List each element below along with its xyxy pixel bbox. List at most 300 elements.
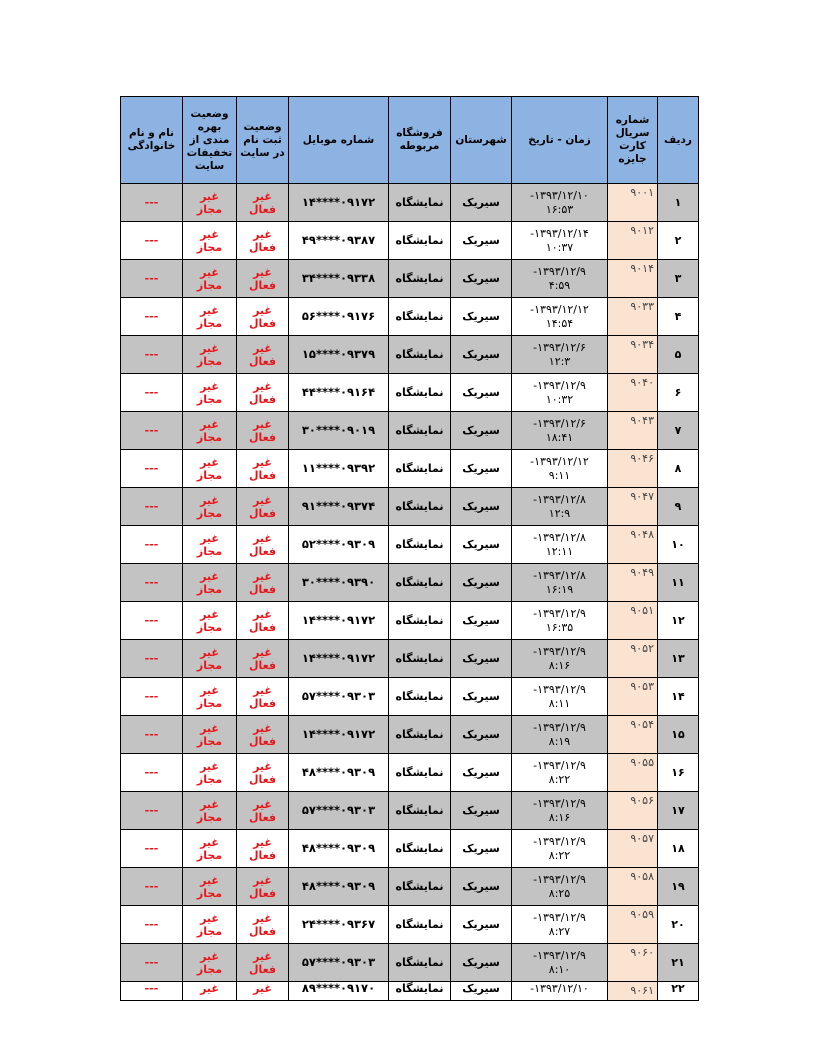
cell-city-text: سیریک (462, 804, 500, 817)
cell-name (121, 526, 183, 564)
cell-city (451, 830, 512, 868)
cell-city-text: سیریک (462, 918, 500, 931)
cell-store (389, 754, 451, 792)
cell-datetime-text: ۱۳۹۳/۱۲/۸- (533, 530, 586, 544)
cell-registration-status-text: فعال (248, 620, 277, 634)
cell-datetime-text: ۸:۲۲ (548, 772, 571, 786)
cell-registration-status-text: فعال (248, 544, 277, 558)
cell-datetime-text: ۱۶:۱۹ (545, 582, 574, 596)
cell-datetime (512, 526, 608, 564)
cell-mobile (289, 944, 389, 982)
cell-datetime (512, 298, 608, 336)
cell-datetime-text: ۱۳۹۳/۱۲/۱۲- (530, 454, 589, 468)
cell-name-text: --- (144, 880, 159, 893)
cell-name-text: --- (144, 234, 159, 247)
cell-datetime-text: ۱۳۹۳/۱۲/۹- (533, 720, 586, 734)
cell-registration-status-text: غیر (253, 189, 272, 203)
cell-benefit-status-text: غیر (200, 607, 219, 621)
cell-datetime (512, 906, 608, 944)
cell-mobile-text: ۰۹۳۰۳****۵۷ (301, 689, 376, 703)
cell-city (451, 184, 512, 222)
cell-serial (608, 184, 658, 222)
table-row (121, 526, 699, 564)
cell-radif-text: ۱۹ (671, 880, 685, 893)
cell-benefit-status (183, 830, 237, 868)
cell-serial-text: ۹۰۶۱ (630, 984, 654, 997)
cell-registration-status (237, 450, 289, 488)
cell-city (451, 260, 512, 298)
cell-benefit-status (183, 260, 237, 298)
cell-registration-status-text: غیر (253, 569, 272, 583)
cell-store-text: نمایشگاه (395, 272, 444, 285)
cell-benefit-status-text: غیر (200, 227, 219, 241)
cell-name-text: --- (144, 652, 159, 665)
cell-city-text: سیریک (462, 690, 500, 703)
cell-city (451, 716, 512, 754)
cell-benefit-status-text: غیر (200, 265, 219, 279)
cell-store (389, 868, 451, 906)
cell-serial (608, 260, 658, 298)
cell-name (121, 564, 183, 602)
cell-benefit-status-text: مجاز (196, 734, 223, 748)
cell-mobile-text: ۰۹۱۷۰****۸۹ (301, 981, 376, 995)
cell-registration-status (237, 792, 289, 830)
cell-store (389, 792, 451, 830)
cell-serial (608, 678, 658, 716)
cell-serial (608, 374, 658, 412)
cell-benefit-status (183, 374, 237, 412)
cell-benefit-status (183, 906, 237, 944)
cell-benefit-status-text: مجاز (196, 430, 223, 444)
cell-store (389, 640, 451, 678)
cell-benefit-status (183, 982, 237, 1001)
cell-registration-status (237, 754, 289, 792)
cell-name (121, 678, 183, 716)
cell-registration-status (237, 868, 289, 906)
cell-mobile (289, 374, 389, 412)
cell-registration-status-text: غیر (253, 721, 272, 735)
cell-radif (658, 602, 699, 640)
cell-datetime-text: ۱۳۹۳/۱۲/۹- (533, 872, 586, 886)
table-row (121, 450, 699, 488)
cell-benefit-status-text: غیر (200, 531, 219, 545)
cell-mobile (289, 260, 389, 298)
cell-name (121, 488, 183, 526)
cell-registration-status-text: غیر (253, 982, 272, 995)
cell-city-text: سیریک (462, 538, 500, 551)
cell-registration-status (237, 564, 289, 602)
cell-benefit-status (183, 754, 237, 792)
cell-benefit-status-text: غیر (200, 683, 219, 697)
cell-city-text: سیریک (462, 234, 500, 247)
table-header-row (121, 97, 699, 184)
cell-benefit-status-text: غیر (200, 379, 219, 393)
cell-store (389, 184, 451, 222)
cell-mobile (289, 488, 389, 526)
cell-registration-status (237, 602, 289, 640)
cell-radif-text: ۱۱ (671, 576, 685, 589)
cell-mobile-text: ۰۹۳۹۰****۳۰ (301, 575, 376, 589)
cell-name (121, 602, 183, 640)
cell-radif-text: ۲ (674, 234, 682, 247)
cell-city-text: سیریک (462, 500, 500, 513)
cell-benefit-status-text: غیر (200, 911, 219, 925)
cell-benefit-status-text: مجاز (196, 506, 223, 520)
cell-store-text: نمایشگاه (395, 576, 444, 589)
cell-serial (608, 830, 658, 868)
cell-datetime-text: ۴:۵۹ (548, 278, 571, 292)
cell-datetime-text: ۱۶:۳۵ (545, 620, 574, 634)
cell-datetime (512, 564, 608, 602)
cell-mobile-text: ۰۹۳۳۸****۳۴ (301, 271, 376, 285)
cell-serial (608, 944, 658, 982)
cell-store (389, 602, 451, 640)
cell-serial-text: ۹۰۳۴ (630, 338, 654, 351)
cell-city-text: سیریک (462, 614, 500, 627)
cell-serial-text: ۹۰۶۰ (630, 946, 654, 959)
cell-datetime-text: ۱۳۹۳/۱۲/۶- (533, 340, 586, 354)
cell-serial (608, 488, 658, 526)
cell-city-text: سیریک (462, 576, 500, 589)
cell-mobile (289, 754, 389, 792)
cell-datetime (512, 944, 608, 982)
cell-radif-text: ۲۲ (671, 982, 685, 995)
header-registration-status: وضعیت ثبت نام در سایت (237, 97, 289, 184)
cell-datetime-text: ۱۴:۵۴ (545, 316, 574, 330)
cell-city-text: سیریک (462, 310, 500, 323)
table-row (121, 906, 699, 944)
cell-datetime-text: ۱۲:۱۱ (545, 544, 574, 558)
cell-benefit-status-text: غیر (200, 569, 219, 583)
header-store: فروشگاه مربوطه (389, 97, 451, 184)
cell-datetime (512, 222, 608, 260)
cell-benefit-status (183, 222, 237, 260)
cell-mobile (289, 678, 389, 716)
cell-registration-status (237, 982, 289, 1001)
cell-store-text: نمایشگاه (395, 766, 444, 779)
cell-benefit-status (183, 336, 237, 374)
cell-benefit-status (183, 792, 237, 830)
cell-benefit-status-text: غیر (200, 797, 219, 811)
cell-name (121, 944, 183, 982)
cell-radif-text: ۱۷ (671, 804, 685, 817)
cell-datetime-text: ۱۳۹۳/۱۲/۱۰- (530, 982, 589, 995)
cell-radif-text: ۱۲ (671, 614, 685, 627)
cell-registration-status-text: فعال (248, 506, 277, 520)
cell-registration-status (237, 260, 289, 298)
cell-mobile (289, 298, 389, 336)
cell-city-text: سیریک (462, 880, 500, 893)
cell-city-text: سیریک (462, 842, 500, 855)
cell-name (121, 184, 183, 222)
cell-benefit-status (183, 298, 237, 336)
cell-city-text: سیریک (462, 728, 500, 741)
cell-benefit-status (183, 944, 237, 982)
cell-datetime-text: ۱۲:۳ (548, 354, 571, 368)
cell-datetime (512, 868, 608, 906)
cell-benefit-status-text: غیر (200, 759, 219, 773)
cell-serial (608, 716, 658, 754)
cell-registration-status-text: غیر (253, 759, 272, 773)
table-row (121, 792, 699, 830)
cell-serial (608, 602, 658, 640)
cell-serial-text: ۹۰۱۲ (630, 224, 654, 237)
cell-datetime-text: ۱۳۹۳/۱۲/۹- (533, 644, 586, 658)
cell-registration-status (237, 412, 289, 450)
cell-city (451, 602, 512, 640)
cell-benefit-status-text: غیر (200, 341, 219, 355)
cell-registration-status-text: غیر (253, 303, 272, 317)
cell-benefit-status (183, 450, 237, 488)
cell-datetime (512, 374, 608, 412)
cell-store-text: نمایشگاه (395, 842, 444, 855)
cell-datetime-text: ۱۶:۵۳ (545, 202, 574, 216)
cell-benefit-status (183, 412, 237, 450)
cell-radif (658, 564, 699, 602)
cell-city-text: سیریک (462, 348, 500, 361)
cell-registration-status-text: فعال (248, 582, 277, 596)
cell-name (121, 640, 183, 678)
cell-benefit-status-text: غیر (200, 721, 219, 735)
cell-mobile (289, 412, 389, 450)
cell-datetime-text: ۱۳۹۳/۱۲/۹- (533, 796, 586, 810)
cell-name (121, 450, 183, 488)
cell-city (451, 678, 512, 716)
cell-datetime (512, 792, 608, 830)
cell-mobile (289, 792, 389, 830)
cell-name (121, 868, 183, 906)
cell-store-text: نمایشگاه (395, 462, 444, 475)
table-row (121, 374, 699, 412)
cell-serial-text: ۹۰۵۶ (630, 794, 654, 807)
cell-city-text: سیریک (462, 982, 500, 995)
cell-registration-status (237, 678, 289, 716)
cell-registration-status (237, 526, 289, 564)
cell-benefit-status (183, 602, 237, 640)
cell-store (389, 678, 451, 716)
cell-store (389, 488, 451, 526)
prize-card-table (120, 96, 699, 1001)
cell-name-text: --- (144, 538, 159, 551)
cell-radif-text: ۱۳ (671, 652, 685, 665)
cell-registration-status-text: فعال (248, 696, 277, 710)
cell-city-text: سیریک (462, 272, 500, 285)
cell-datetime-text: ۱۳۹۳/۱۲/۹- (533, 378, 586, 392)
cell-radif (658, 716, 699, 754)
cell-name (121, 754, 183, 792)
cell-name-text: --- (144, 804, 159, 817)
cell-mobile (289, 868, 389, 906)
cell-mobile-text: ۰۹۱۷۶****۵۶ (301, 309, 376, 323)
cell-name (121, 374, 183, 412)
cell-datetime-text: ۸:۱۰ (548, 962, 571, 976)
cell-registration-status-text: غیر (253, 911, 272, 925)
cell-mobile-text: ۰۹۳۹۲****۱۱ (301, 461, 376, 475)
cell-mobile-text: ۰۹۳۸۷****۴۹ (301, 233, 376, 247)
cell-serial (608, 450, 658, 488)
cell-benefit-status-text: مجاز (196, 924, 223, 938)
header-benefit-status: وضعیت بهره مندی از تخفیفات سایت (183, 97, 237, 184)
cell-serial (608, 906, 658, 944)
cell-datetime-text: ۱۳۹۳/۱۲/۹- (533, 910, 586, 924)
cell-benefit-status-text: مجاز (196, 468, 223, 482)
cell-datetime-text: ۸:۱۹ (548, 734, 571, 748)
cell-name (121, 336, 183, 374)
header-datetime: زمان - تاریخ (512, 97, 608, 184)
cell-city (451, 792, 512, 830)
cell-benefit-status-text: مجاز (196, 658, 223, 672)
cell-datetime-text: ۱۳۹۳/۱۲/۹- (533, 682, 586, 696)
cell-serial-text: ۹۰۳۳ (630, 300, 654, 313)
cell-city (451, 298, 512, 336)
cell-city (451, 336, 512, 374)
cell-mobile-text: ۰۹۳۰۳****۵۷ (301, 955, 376, 969)
cell-datetime (512, 982, 608, 1001)
cell-mobile-text: ۰۹۳۰۹****۴۸ (301, 879, 376, 893)
cell-registration-status-text: فعال (248, 430, 277, 444)
table-row (121, 640, 699, 678)
cell-benefit-status-text: غیر (200, 645, 219, 659)
cell-store (389, 830, 451, 868)
cell-name-text: --- (144, 462, 159, 475)
cell-benefit-status-text: غیر (200, 455, 219, 469)
cell-serial-text: ۹۰۵۴ (630, 718, 654, 731)
cell-city (451, 982, 512, 1001)
cell-store-text: نمایشگاه (395, 918, 444, 931)
cell-registration-status-text: فعال (248, 924, 277, 938)
cell-registration-status-text: فعال (248, 240, 277, 254)
cell-radif-text: ۱۵ (671, 728, 685, 741)
cell-mobile-text: ۰۹۰۱۹****۳۰ (301, 423, 376, 437)
cell-store (389, 716, 451, 754)
cell-datetime-text: ۸:۲۲ (548, 848, 571, 862)
cell-registration-status-text: فعال (248, 734, 277, 748)
cell-datetime (512, 184, 608, 222)
cell-name (121, 260, 183, 298)
cell-radif (658, 754, 699, 792)
cell-store-text: نمایشگاه (395, 804, 444, 817)
cell-benefit-status-text: مجاز (196, 354, 223, 368)
cell-serial (608, 412, 658, 450)
cell-registration-status-text: فعال (248, 658, 277, 672)
cell-serial-text: ۹۰۴۰ (630, 376, 654, 389)
cell-serial-text: ۹۰۴۷ (630, 490, 654, 503)
cell-mobile (289, 830, 389, 868)
cell-store (389, 298, 451, 336)
cell-datetime-text: ۱۳۹۳/۱۲/۶- (533, 416, 586, 430)
table-row (121, 564, 699, 602)
cell-radif-text: ۳ (674, 272, 682, 285)
cell-mobile (289, 906, 389, 944)
cell-benefit-status (183, 716, 237, 754)
cell-serial (608, 564, 658, 602)
table-row (121, 260, 699, 298)
cell-radif (658, 982, 699, 1001)
cell-store-text: نمایشگاه (395, 310, 444, 323)
cell-benefit-status-text: غیر (200, 303, 219, 317)
cell-datetime (512, 336, 608, 374)
cell-registration-status-text: غیر (253, 227, 272, 241)
cell-name-text: --- (144, 614, 159, 627)
cell-mobile (289, 336, 389, 374)
table-row (121, 184, 699, 222)
cell-serial (608, 982, 658, 1001)
cell-store (389, 374, 451, 412)
table-row (121, 830, 699, 868)
cell-benefit-status-text: مجاز (196, 620, 223, 634)
cell-benefit-status-text: مجاز (196, 316, 223, 330)
cell-name-text: --- (144, 842, 159, 855)
cell-registration-status-text: فعال (248, 848, 277, 862)
cell-benefit-status (183, 640, 237, 678)
cell-registration-status (237, 222, 289, 260)
cell-datetime (512, 678, 608, 716)
cell-benefit-status-text: مجاز (196, 772, 223, 786)
table-row (121, 298, 699, 336)
cell-datetime (512, 754, 608, 792)
cell-store-text: نمایشگاه (395, 956, 444, 969)
cell-radif-text: ۲۰ (671, 918, 685, 931)
cell-registration-status-text: فعال (248, 810, 277, 824)
cell-datetime (512, 602, 608, 640)
cell-store (389, 944, 451, 982)
cell-city (451, 412, 512, 450)
cell-serial-text: ۹۰۵۳ (630, 680, 654, 693)
cell-mobile-text: ۰۹۱۷۲****۱۴ (301, 613, 376, 627)
cell-store (389, 564, 451, 602)
cell-name-text: --- (144, 348, 159, 361)
cell-name (121, 906, 183, 944)
cell-city-text: سیریک (462, 196, 500, 209)
cell-benefit-status-text: مجاز (196, 202, 223, 216)
header-city: شهرستان (451, 97, 512, 184)
cell-registration-status-text: غیر (253, 797, 272, 811)
cell-radif (658, 336, 699, 374)
cell-radif (658, 222, 699, 260)
cell-datetime (512, 260, 608, 298)
cell-datetime-text: ۱۳۹۳/۱۲/۱۰- (530, 188, 589, 202)
cell-city-text: سیریک (462, 424, 500, 437)
cell-name-text: --- (144, 728, 159, 741)
cell-registration-status-text: غیر (253, 493, 272, 507)
cell-benefit-status-text: مجاز (196, 278, 223, 292)
cell-store-text: نمایشگاه (395, 982, 444, 995)
cell-datetime-text: ۹:۱۱ (548, 468, 571, 482)
cell-store-text: نمایشگاه (395, 348, 444, 361)
cell-registration-status-text: فعال (248, 468, 277, 482)
cell-radif (658, 678, 699, 716)
cell-mobile-text: ۰۹۳۶۷****۲۴ (301, 917, 376, 931)
table-row (121, 336, 699, 374)
cell-registration-status (237, 906, 289, 944)
cell-benefit-status (183, 488, 237, 526)
cell-datetime-text: ۱۰:۳۷ (545, 240, 574, 254)
cell-registration-status (237, 184, 289, 222)
cell-registration-status-text: فعال (248, 392, 277, 406)
cell-name-text: --- (144, 386, 159, 399)
cell-radif-text: ۶ (674, 386, 682, 399)
cell-mobile-text: ۰۹۳۰۹****۴۸ (301, 841, 376, 855)
cell-datetime (512, 450, 608, 488)
cell-registration-status-text: غیر (253, 265, 272, 279)
cell-city-text: سیریک (462, 386, 500, 399)
cell-store-text: نمایشگاه (395, 728, 444, 741)
cell-city (451, 374, 512, 412)
cell-store-text: نمایشگاه (395, 500, 444, 513)
table-row (121, 982, 699, 1001)
cell-datetime (512, 640, 608, 678)
cell-datetime (512, 412, 608, 450)
